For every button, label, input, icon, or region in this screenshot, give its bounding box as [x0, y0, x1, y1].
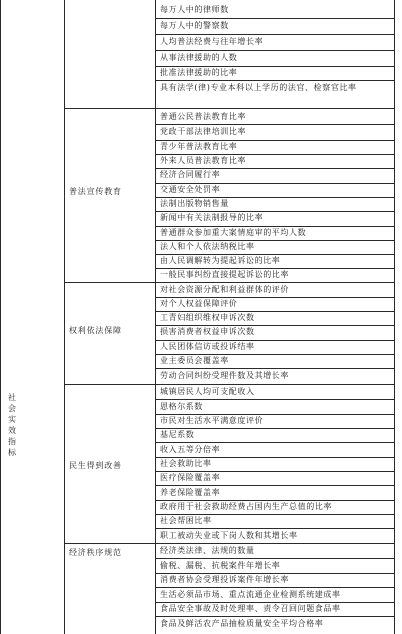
category-label: 民生得到改善 — [69, 461, 122, 470]
indicator-item: 人民团体信访或投诉结率 — [160, 342, 255, 351]
indicator-item: 市民对生活水平满意度评价 — [160, 416, 264, 425]
indicator-item: 对个人权益保障评价 — [160, 299, 238, 308]
table-border-right — [394, 0, 395, 634]
indicator-item: 外来人员普法教育比率 — [160, 156, 246, 165]
indicator-item: 批准法律援助的比率 — [160, 68, 238, 77]
indicator-item: 交通安全处罚率 — [160, 185, 221, 194]
row-divider — [155, 124, 395, 125]
indicator-item: 从事法律援助的人数 — [160, 53, 238, 62]
indicator-item: 党政干部法律培训比率 — [160, 127, 246, 136]
category-label: 普法宣传教育 — [69, 187, 122, 196]
main-category-label: 社 会 实 效 指 标 — [8, 393, 16, 457]
indicator-item: 人均普法经费与往年增长率 — [160, 37, 264, 46]
indicator-item: 普通公民普法教育比率 — [160, 112, 246, 121]
row-divider — [155, 368, 395, 369]
group-separator — [64, 108, 395, 109]
row-divider — [155, 50, 395, 51]
row-divider — [155, 18, 395, 19]
indicator-item: 经济类法律、法规的数量 — [160, 546, 255, 555]
column-divider-2 — [155, 0, 156, 634]
indicator-item: 食品安全事故及时处理率、责令召回问题食品率 — [160, 604, 341, 613]
indicator-item: 普通群众参加重大案情庭审的平均人数 — [160, 228, 307, 237]
indicator-item: 损害消费者权益申诉次数 — [160, 327, 255, 336]
indicator-item: 经济合同履行率 — [160, 170, 221, 179]
indicator-item: 政府用于社会救助经费占国内生产总值的比率 — [160, 502, 332, 511]
indicator-item: 消费者协会受理投诉案件年增长率 — [160, 575, 289, 584]
category-label: 权利依法保障 — [69, 326, 122, 335]
indicator-item: 职工被动失业或下岗人数和其增长率 — [160, 531, 298, 540]
row-divider — [155, 558, 395, 559]
column-divider-1 — [64, 0, 65, 634]
indicator-item: 城镇居民人均可支配收入 — [160, 387, 255, 396]
indicator-item: 基尼系数 — [160, 430, 195, 439]
indicator-item: 社会帮困比率 — [160, 516, 212, 525]
indicator-item: 生活必须品市场、重点流通企业检测系统建成率 — [160, 590, 341, 599]
row-divider — [155, 528, 395, 529]
indicator-item: 食品及鲜活农产品抽检质量安全平均合格率 — [160, 619, 324, 628]
indicator-item: 一般民事纠纷直接提起诉讼的比率 — [160, 270, 289, 279]
indicator-item: 养老保险覆盖率 — [160, 488, 221, 497]
category-label: 经济秩序规范 — [69, 548, 122, 557]
row-divider — [155, 399, 395, 400]
indicator-item: 由人民调解转为提起诉讼的比率 — [160, 256, 281, 265]
indicator-item: 法制出版物销售量 — [160, 199, 229, 208]
indicator-item: 业主委员会覆盖率 — [160, 356, 229, 365]
indicator-item: 青少年普法教育比率 — [160, 142, 238, 151]
row-divider — [155, 34, 395, 35]
group-separator — [64, 543, 395, 544]
row-divider — [155, 587, 395, 588]
group-separator — [64, 282, 395, 283]
indicator-item: 具有法学(律)专业本科以上学历的法官、检察官比率 — [160, 83, 357, 92]
indicator-item: 恩格尔系数 — [160, 402, 203, 411]
indicator-item: 医疗保险覆盖率 — [160, 473, 221, 482]
indicator-item: 工青妇组织维权申诉次数 — [160, 313, 255, 322]
indicator-item: 每万人中的律师数 — [160, 5, 229, 14]
indicator-item: 新闻中有关法制报导的比率 — [160, 213, 264, 222]
row-divider — [155, 442, 395, 443]
group-separator — [64, 384, 395, 385]
indicator-item: 劳动合同纠纷受理件数及其增长率 — [160, 371, 289, 380]
indicator-item: 每万人中的警察数 — [160, 21, 229, 30]
indicator-item: 偷税、漏税、抗税案件年增长率 — [160, 561, 281, 570]
table-border-left — [0, 0, 1, 634]
indicator-item: 收入五等分倍率 — [160, 445, 221, 454]
indicator-item: 对社会资源分配和利益群体的评价 — [160, 285, 289, 294]
indicator-item: 社会救助比率 — [160, 459, 212, 468]
row-divider — [155, 616, 395, 617]
indicator-item: 法人和个人依法纳税比率 — [160, 242, 255, 251]
row-divider — [155, 485, 395, 486]
